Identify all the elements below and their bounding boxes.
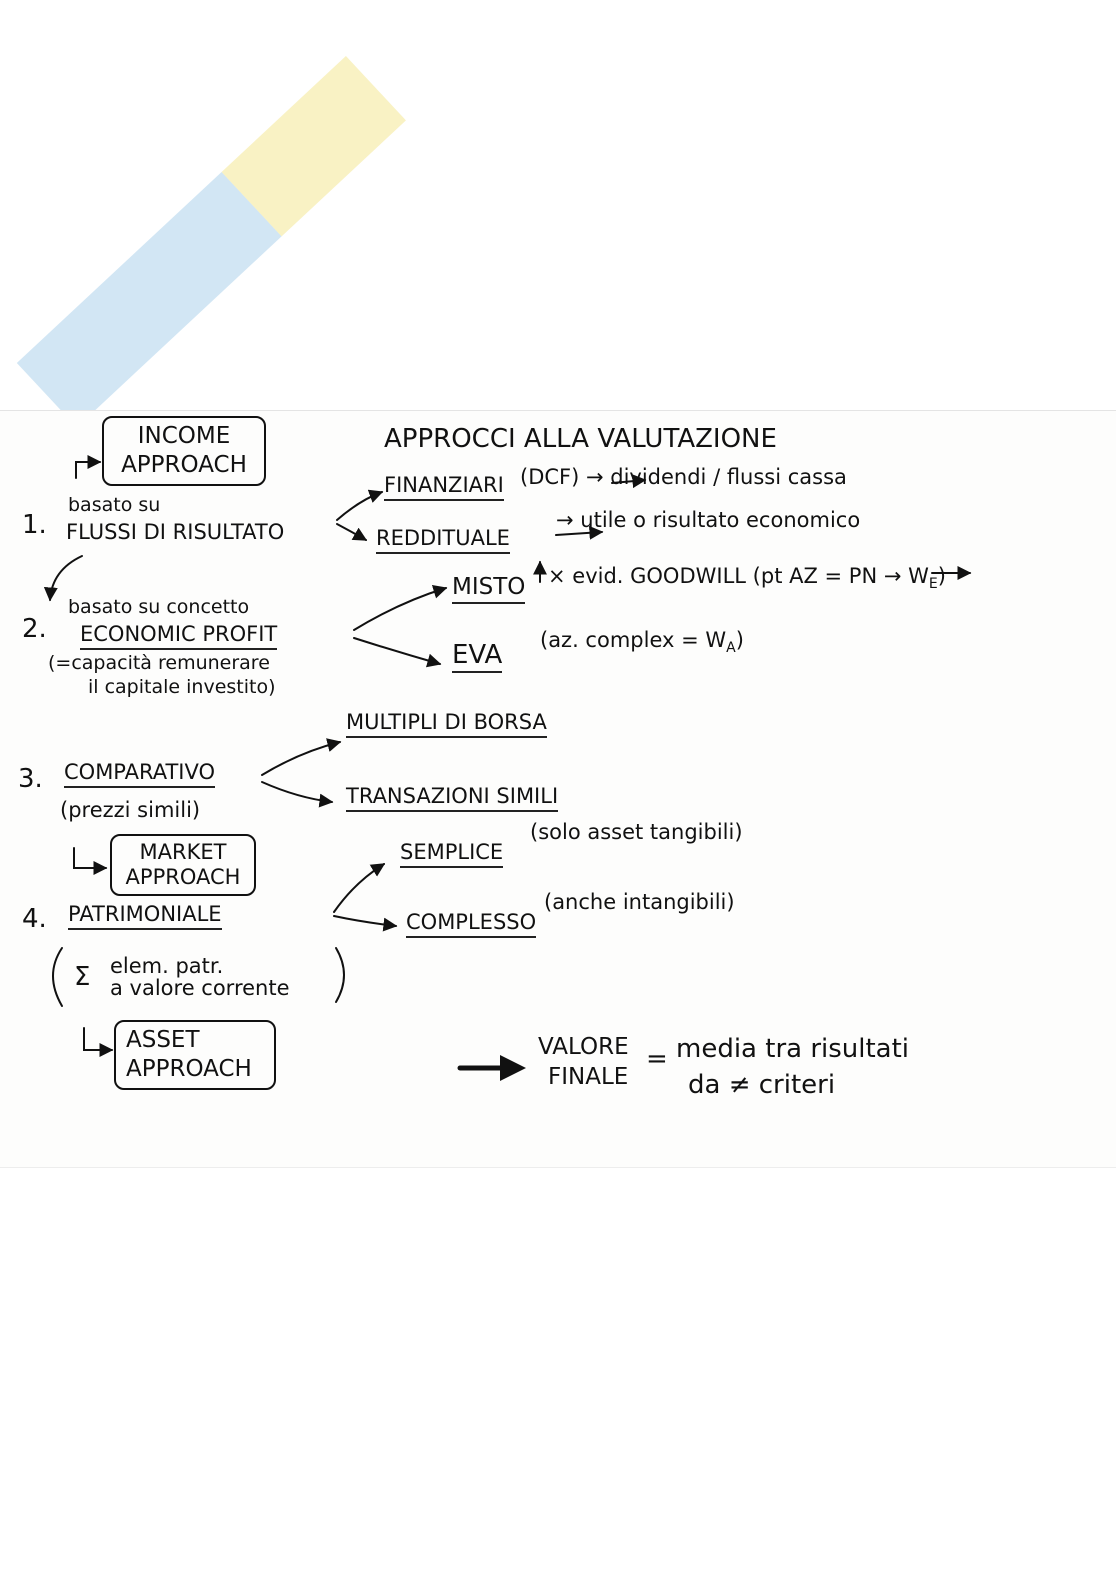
item2-line1: basato su concetto [68, 596, 250, 618]
asset-approach-box: ASSET APPROACH [114, 1020, 276, 1090]
item2-number: 2. [22, 614, 47, 644]
item1-number: 1. [22, 510, 47, 540]
item3-line2: (prezzi simili) [60, 798, 201, 822]
final-value-line2: da ≠ criteri [688, 1070, 836, 1100]
item3-line1: COMPARATIVO [64, 762, 215, 788]
item1-branch-reddituale-detail: → utile o risultato economico [556, 508, 861, 532]
item1-branch-reddituale: REDDITUALE [376, 528, 510, 554]
item4-number: 4. [22, 904, 47, 934]
watermark-blue-band [17, 172, 282, 427]
item2-note2: il capitale investito) [88, 676, 276, 698]
watermark-yellow-band [222, 56, 406, 236]
item2-branch-eva: EVA [452, 642, 502, 673]
item1-line1: basato su [68, 494, 161, 516]
final-equals: = [646, 1044, 668, 1074]
final-label-line1: VALORE [538, 1034, 629, 1060]
item2-note1: (=capacità remunerare [48, 652, 270, 674]
item1-branch-finanziari-detail: (DCF) → dividendi / flussi cassa [520, 465, 847, 489]
item1-line2: FLUSSI DI RISULTATO [66, 520, 285, 544]
item4-branch-complesso-detail: (anche intangibili) [544, 890, 735, 914]
item2-line2: ECONOMIC PROFIT [80, 624, 277, 650]
item2-branch-eva-detail [540, 630, 744, 655]
item4-branch-semplice-detail: (solo asset tangibili) [530, 820, 743, 844]
final-label-line2: FINALE [548, 1064, 629, 1090]
item2-branch-eva-sub: A [726, 640, 736, 657]
item2-branch-misto-close: ) [937, 564, 946, 588]
item4-branch-semplice: SEMPLICE [400, 842, 503, 868]
item4-branch-complesso: COMPLESSO [406, 912, 536, 938]
item2-branch-misto-sub: E [928, 576, 938, 593]
item2-branch-eva-close: ) [735, 628, 744, 652]
market-approach-box: MARKET APPROACH [110, 834, 256, 896]
final-value-line1: media tra risultati [676, 1034, 910, 1064]
item2-branch-misto: MISTO [452, 576, 525, 604]
page-title: APPROCCI ALLA VALUTAZIONE [384, 424, 777, 454]
item3-number: 3. [18, 764, 43, 794]
item1-branch-finanziari: FINANZIARI [384, 475, 504, 501]
item4-sigma: Σ [74, 962, 91, 992]
item3-branch-transazioni: TRANSAZIONI SIMILI [346, 786, 558, 812]
item2-branch-misto-detail [548, 566, 946, 591]
item2-branch-misto-rest: × evid. GOODWILL (pt AZ = PN → W [548, 564, 929, 588]
item4-note1: elem. patr. [110, 954, 224, 978]
item2-branch-eva-rest: (az. complex = W [540, 628, 727, 652]
income-approach-box: INCOME APPROACH [102, 416, 266, 486]
item4-line1: PATRIMONIALE [68, 904, 222, 930]
item3-branch-multipli: MULTIPLI DI BORSA [346, 712, 547, 738]
item4-note2: a valore corrente [110, 976, 290, 1000]
